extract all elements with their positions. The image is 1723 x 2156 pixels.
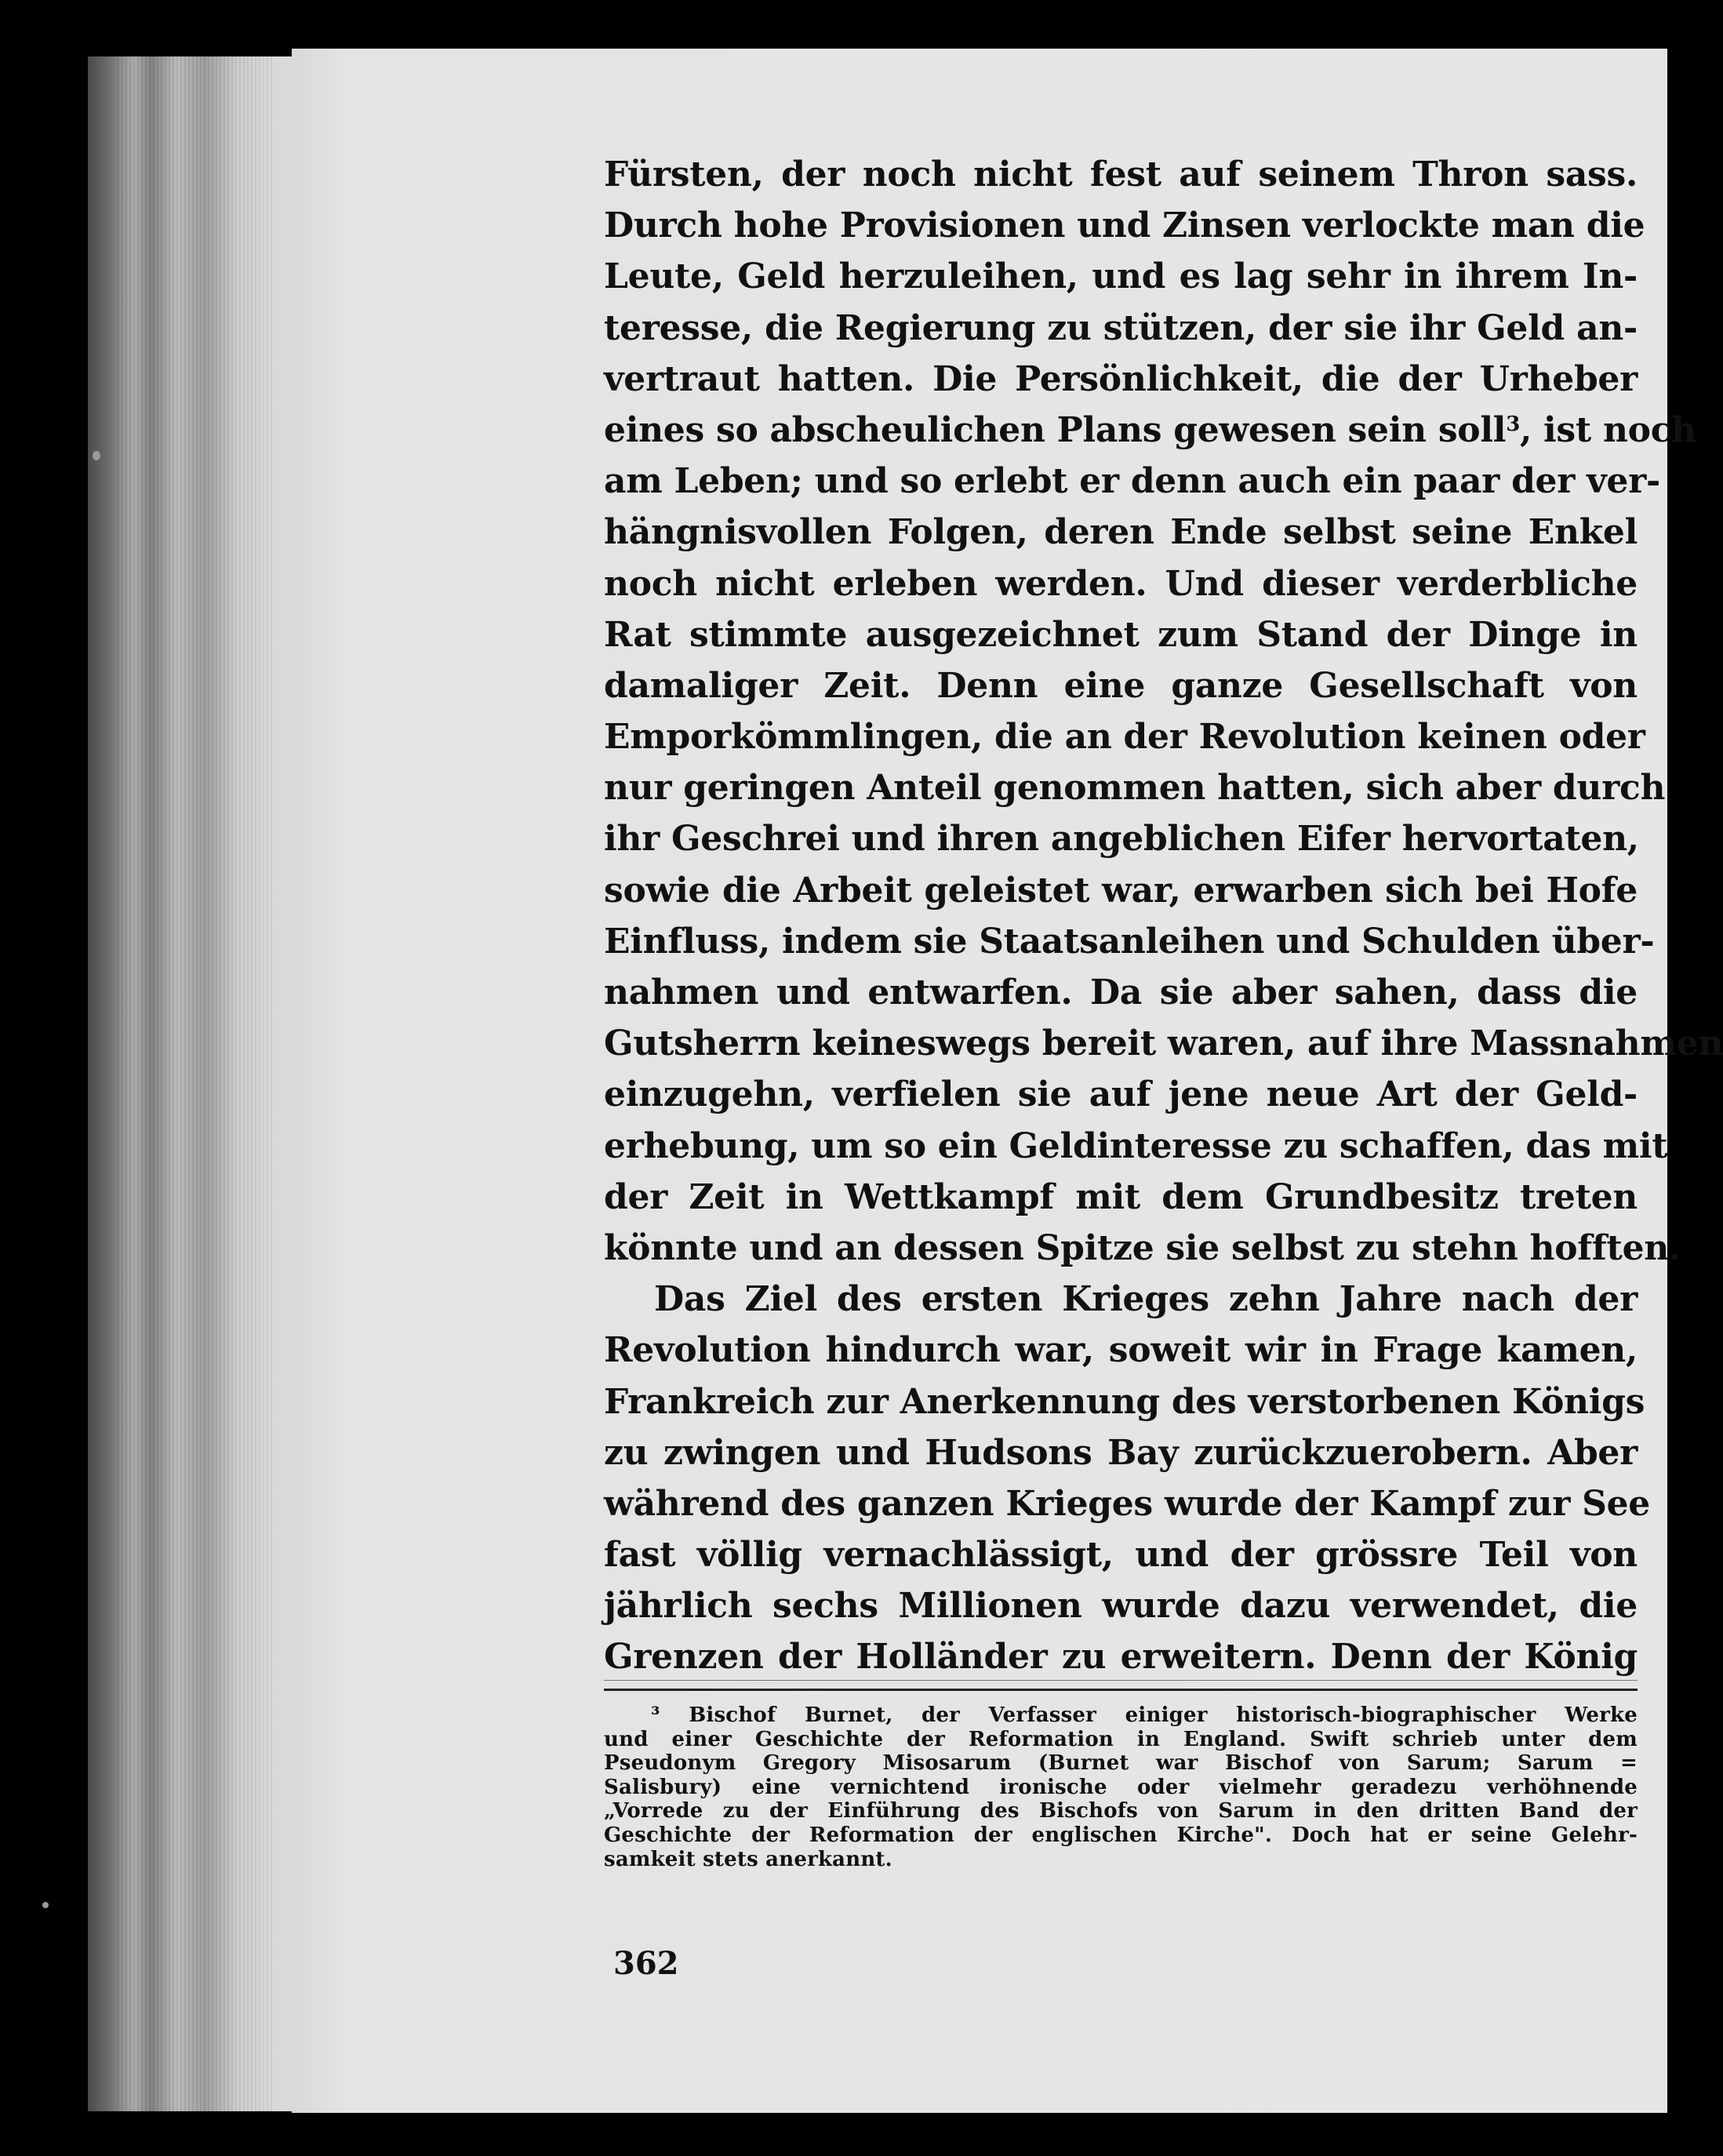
footnote-rule-thin <box>604 1680 1638 1681</box>
page-edge-lines <box>118 56 274 2111</box>
text-line: vertraut hatten. Die Persönlichkeit, die der Urheber <box>604 358 1638 399</box>
scan-speck <box>93 451 100 460</box>
text-line-part: , ist noch <box>1519 409 1696 450</box>
text-line: der Zeit in Wettkampf mit dem Grundbesitz treten <box>604 1176 1638 1217</box>
text-line: einzugehn, verfielen sie auf jene neue Art der Geld- <box>604 1074 1638 1115</box>
footnote-block <box>604 1703 1638 1871</box>
text-line: nahmen und entwarfen. Da sie aber sahen, dass die <box>604 973 1638 1013</box>
text-line: Rat stimmte ausgezeichnet zum Stand der Dinge in <box>604 614 1638 655</box>
text-line: während des ganzen Krieges wurde der Kampf zur See <box>604 1483 1650 1524</box>
text-line: damaliger Zeit. Denn eine ganze Gesellschaft von <box>604 665 1638 706</box>
text-line: Einfluss, indem sie Staatsanleihen und Schulden über- <box>604 921 1655 962</box>
text-line: nur geringen Anteil genommen hatten, sich aber durch <box>604 768 1666 809</box>
scan-speck <box>42 1902 49 1908</box>
text-line: Emporkömmlingen, die an der Revolution keinen oder <box>604 717 1645 758</box>
text-line: erhebung, um so ein Geldinteresse zu schaffen, das mit <box>604 1125 1668 1166</box>
text-line: zu zwingen und Hudsons Bay zurückzuerobern. Aber <box>604 1432 1638 1473</box>
footnote-line: Geschichte der Reformation der englischen Kirche". Doch hat er seine Gelehr- <box>604 1823 1638 1847</box>
text-line: ihr Geschrei und ihren angeblichen Eifer hervortaten, <box>604 819 1639 860</box>
text-line: Fürsten, der noch nicht fest auf seinem Thron sass. <box>604 155 1638 195</box>
text-line: Gutsherrn keineswegs bereit waren, auf ihre Massnahmen <box>604 1023 1723 1064</box>
paragraph-start-line: Das Ziel des ersten Krieges zehn Jahre nach der <box>654 1279 1638 1320</box>
text-line: hängnisvollen Folgen, deren Ende selbst seine Enkel <box>604 512 1638 553</box>
body-text <box>604 149 1723 1683</box>
text-line: könnte und an dessen Spitze sie selbst zu stehn hofften. <box>604 1227 1681 1268</box>
footnote-line: Salisbury) eine vernichtend ironische oder vielmehr geradezu verhöhnende <box>604 1775 1638 1799</box>
text-line: sowie die Arbeit geleistet war, erwarben sich bei Hofe <box>604 870 1638 911</box>
text-line: Durch hohe Provisionen und Zinsen verlockte man die <box>604 205 1645 246</box>
text-line: Grenzen der Holländer zu erweitern. Denn der König <box>604 1637 1638 1678</box>
text-line: noch nicht erleben werden. Und dieser verderbliche <box>604 563 1638 604</box>
text-line: Frankreich zur Anerkennung des verstorbenen Königs <box>604 1381 1645 1422</box>
footnote-line: und einer Geschichte der Reformation in England. Swift schrieb unter dem <box>604 1727 1638 1751</box>
text-line: jährlich sechs Millionen wurde dazu verwendet, die <box>604 1586 1638 1627</box>
footnote-line: „Vorrede zu der Einführung des Bischofs von Sarum in den dritten Band der <box>604 1799 1638 1823</box>
text-line-with-footnote-ref <box>604 405 1696 456</box>
page-number: 362 <box>613 1945 679 1982</box>
footnote-reference: 3 <box>1506 412 1520 436</box>
footnote-rule <box>604 1689 1638 1691</box>
text-line: Leute, Geld herzuleihen, und es lag sehr in ihrem In- <box>604 256 1638 297</box>
footnote-line: ³ Bischof Burnet, der Verfasser einiger historisch-biographischer Werke <box>651 1703 1638 1727</box>
text-line: am Leben; und so erlebt er denn auch ein paar der ver- <box>604 461 1660 502</box>
footnote-line: samkeit stets anerkannt. <box>604 1847 892 1871</box>
text-line: teresse, die Regierung zu stützen, der sie ihr Geld an- <box>604 307 1638 348</box>
text-line-part: eines so abscheulichen Plans gewesen sein soll <box>604 409 1507 450</box>
text-line: Revolution hindurch war, soweit wir in Frage kamen, <box>604 1330 1638 1371</box>
text-line: fast völlig vernachlässigt, und der grössre Teil von <box>604 1535 1638 1576</box>
footnote-line: Pseudonym Gregory Misosarum (Burnet war Bischof von Sarum; Sarum = <box>604 1751 1638 1776</box>
